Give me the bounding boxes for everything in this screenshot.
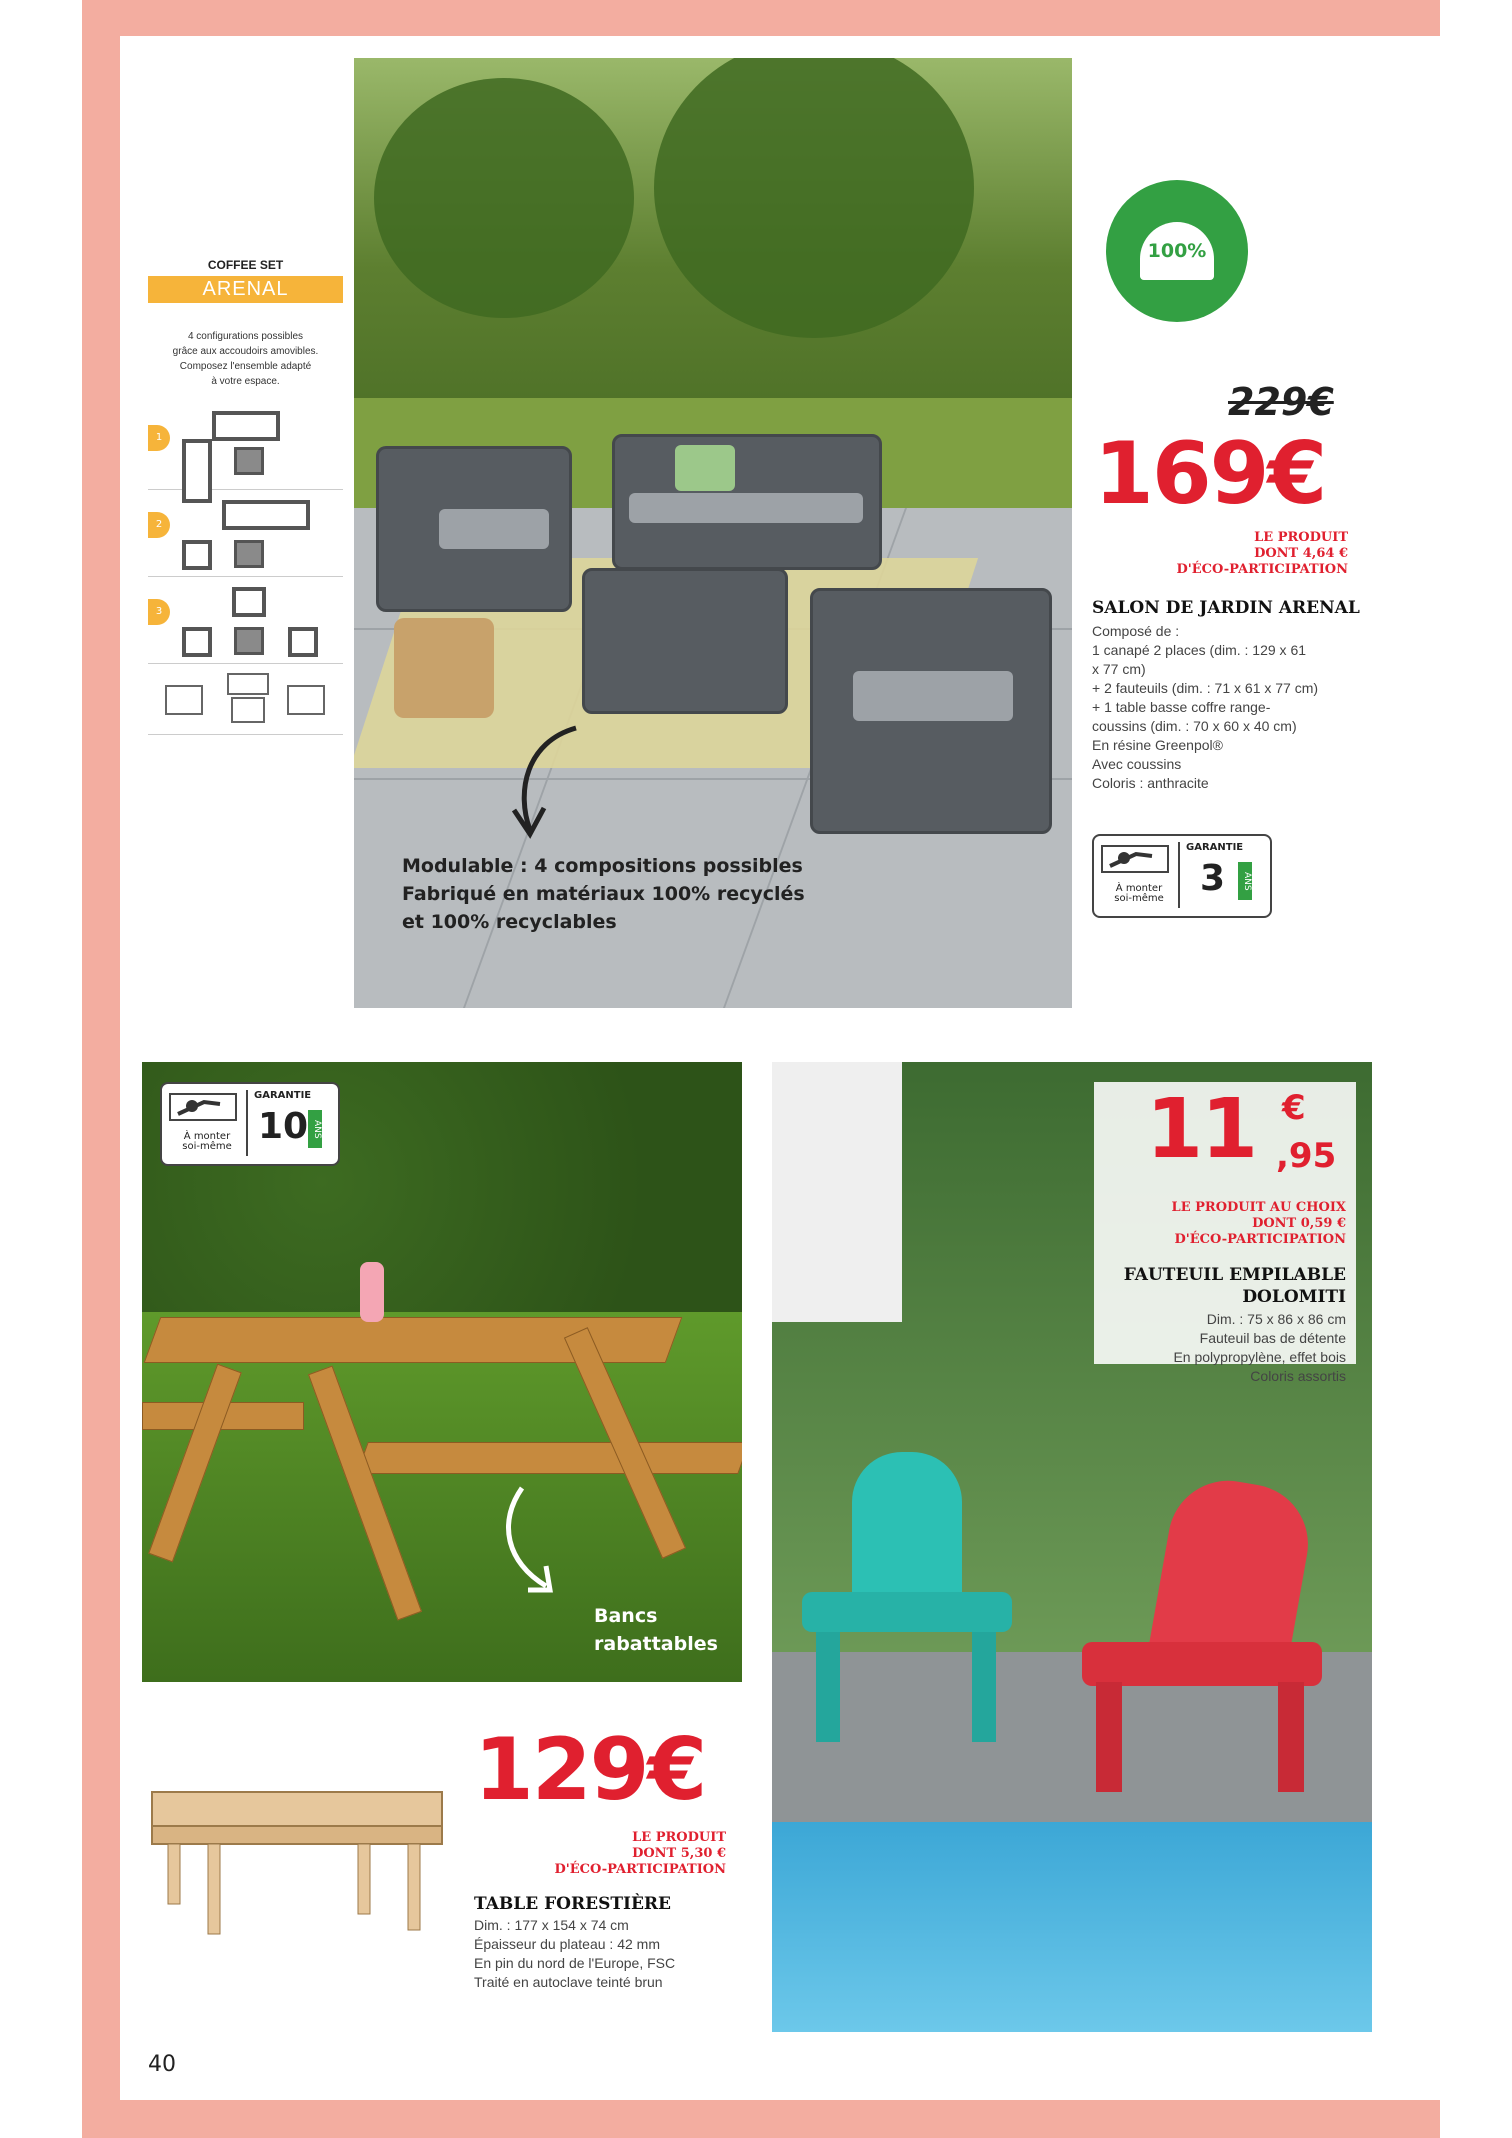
table-module-icon (234, 447, 264, 475)
config-option-1 (148, 403, 343, 490)
seat-cushion (439, 509, 549, 549)
basket (394, 618, 494, 718)
sofa-module-icon (222, 500, 310, 530)
tools-icon (1100, 844, 1170, 874)
set-label: COFFEE SET (207, 258, 284, 272)
folded-table-illustration (148, 1782, 448, 1942)
swimming-pool (772, 1822, 1372, 2032)
guarantee-unit: ANS (308, 1110, 322, 1148)
config-option-4 (148, 664, 343, 735)
armchair-left (376, 446, 572, 612)
chair-leg (1096, 1682, 1122, 1792)
page-border-bottom (82, 2100, 1440, 2138)
salon-eco-note: LE PRODUIT DONT 4,64 € D'ÉCO-PARTICIPATION (1176, 530, 1348, 577)
guarantee-years: 3 (1200, 858, 1226, 899)
vase (360, 1262, 384, 1322)
salon-price: 169€ (1094, 424, 1326, 524)
armchair-right (810, 588, 1052, 834)
config-number: 1 (148, 425, 170, 451)
chair-title: FAUTEUIL EMPILABLE DOLOMITI (1123, 1265, 1346, 1307)
chair-description: Dim. : 75 x 86 x 86 cm Fauteuil bas de détente En polypropylène, effet bois Coloris assortis (1173, 1311, 1346, 1384)
chair-eco-note: LE PRODUIT AU CHOIX DONT 0,59 € D'ÉCO-PARTICIPATION (1171, 1200, 1346, 1247)
page-border-left (82, 0, 120, 2138)
table-eco-note: LE PRODUIT DONT 5,30 € D'ÉCO-PARTICIPATION (554, 1830, 726, 1877)
armchair-module-icon (232, 587, 266, 617)
guarantee-unit: ANS (1238, 862, 1252, 900)
tree-foliage (374, 78, 634, 318)
salon-title: SALON DE JARDIN ARENAL (1092, 598, 1360, 618)
page-number: 40 (148, 2052, 176, 2077)
salon-description: Composé de : 1 canapé 2 places (dim. : 129 x 61 x 77 cm) + 2 fauteuils (dim. : 71 x 61 x 77 cm) + 1 table basse coffre range- coussins (dim. : 70 x 60 x 40 cm) En résine Greenpol® Avec coussins Coloris : anthracite (1092, 623, 1319, 791)
config-option-3 (148, 577, 343, 664)
config-option-2 (148, 490, 343, 577)
old-price: 229€ (1228, 380, 1334, 424)
chair-price-cents: ,95 (1276, 1136, 1337, 1176)
sofa (612, 434, 882, 570)
armchair-module-icon (288, 627, 318, 657)
hero-caption: Modulable : 4 compositions possibles Fabriqué en matériaux 100% recyclés et 100% recyclables (402, 855, 805, 933)
recycled-badge-label: 100% (1140, 222, 1214, 280)
chair-leg (972, 1632, 996, 1742)
brand-banner: ARENAL (148, 276, 343, 303)
chair-leg (1278, 1682, 1304, 1792)
guarantee-badge-3 (1092, 834, 1272, 918)
red-chair (1082, 1482, 1322, 1802)
page-border-top (82, 0, 1440, 36)
divider (1178, 842, 1180, 908)
assembly-label: À monter soi-même (182, 1131, 232, 1152)
chair-price-main: 11 (1146, 1082, 1257, 1177)
teal-chair (802, 1452, 1012, 1752)
seat-cushion (629, 493, 863, 523)
house-wall (772, 1062, 902, 1322)
config-number: 3 (148, 599, 170, 625)
armchair-module-icon (182, 540, 212, 570)
coffee-table (582, 568, 788, 714)
curved-arrow-icon (492, 1482, 572, 1602)
guarantee-badge-10 (160, 1082, 340, 1166)
guarantee-title: GARANTIE (1186, 842, 1244, 853)
chair-leg (816, 1632, 840, 1742)
chair-price-currency: € (1282, 1088, 1306, 1128)
guarantee-title: GARANTIE (254, 1090, 312, 1101)
curved-arrow-icon (496, 722, 596, 842)
table-title: TABLE FORESTIÈRE (474, 1894, 671, 1914)
guarantee-years: 10 (258, 1106, 309, 1147)
chair-seat (1082, 1642, 1322, 1686)
table-module-icon (234, 627, 264, 655)
sofa-module-icon (212, 411, 280, 441)
furniture-sketch-icon (162, 670, 332, 730)
assembly-label: À monter soi-même (1114, 883, 1164, 904)
armchair-module-icon (182, 627, 212, 657)
divider (246, 1090, 248, 1156)
config-number: 2 (148, 512, 170, 538)
table-description: Dim. : 177 x 154 x 74 cm Épaisseur du plateau : 42 mm En pin du nord de l'Europe, FSC Traité en autoclave teinté brun (474, 1917, 676, 1990)
table-module-icon (234, 540, 264, 568)
configurations-description: 4 configurations possibles grâce aux accoudoirs amovibles. Composez l'ensemble adapté à votre espace. (172, 331, 319, 387)
seat-cushion (853, 671, 1013, 721)
table-price: 129€ (474, 1720, 706, 1820)
chair-seat (802, 1592, 1012, 1632)
configurations-panel (148, 258, 343, 735)
recycled-badge-icon (1106, 180, 1248, 322)
bench-right (356, 1442, 742, 1474)
tabletop (144, 1317, 683, 1363)
decorative-pillow (675, 445, 735, 491)
tools-icon (168, 1092, 238, 1122)
bench-caption: Bancs rabattables (594, 1605, 718, 1655)
